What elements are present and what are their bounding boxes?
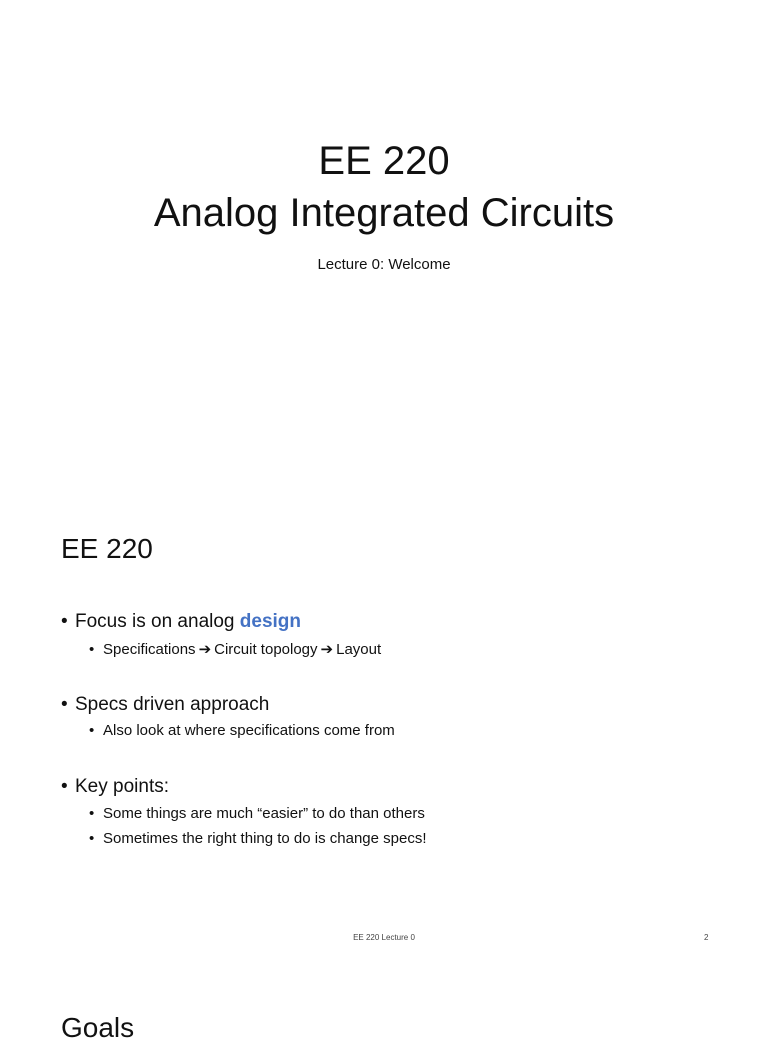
sub-bullet bbox=[89, 721, 395, 741]
bullet-icon: • bbox=[89, 722, 95, 739]
bullet-specs bbox=[61, 693, 269, 717]
bullet-icon: • bbox=[89, 830, 95, 847]
overview-slide bbox=[0, 480, 768, 960]
bullet-icon: • bbox=[89, 805, 95, 822]
arrow-right-icon: ➔ bbox=[198, 641, 212, 658]
sub-bullet-text: Some things are much “easier” to do than others bbox=[103, 805, 425, 822]
flow-step: Specifications bbox=[103, 641, 196, 658]
slide-title: EE 220 bbox=[61, 533, 153, 564]
bullet-text: Specs driven approach bbox=[75, 694, 270, 715]
course-code-title: EE 220 bbox=[318, 139, 450, 183]
sub-bullet bbox=[89, 804, 425, 824]
bullet-text: Key points: bbox=[75, 776, 169, 797]
goals-slide bbox=[0, 960, 768, 1043]
sub-bullet-design-flow bbox=[89, 640, 381, 660]
bullet-focus bbox=[61, 610, 301, 634]
arrow-right-icon: ➔ bbox=[320, 641, 334, 658]
flow-step: Layout bbox=[336, 641, 382, 658]
course-name-title: Analog Integrated Circuits bbox=[153, 191, 615, 235]
bullet-key-points bbox=[61, 775, 169, 799]
bullet-icon: • bbox=[89, 641, 95, 658]
sub-bullet-text: Also look at where specifications come from bbox=[103, 722, 395, 739]
emphasis-text: design bbox=[239, 611, 301, 632]
title-slide bbox=[0, 0, 768, 480]
slide-footer: EE 220 Lecture 0 bbox=[353, 933, 415, 942]
sub-bullet bbox=[89, 829, 427, 849]
bullet-icon: • bbox=[61, 694, 68, 715]
lecture-subtitle: Lecture 0: Welcome bbox=[317, 256, 451, 273]
sub-bullet-text: Sometimes the right thing to do is change specs! bbox=[103, 830, 427, 847]
bullet-icon: • bbox=[61, 611, 68, 632]
bullet-text: Focus is on analog bbox=[75, 611, 240, 632]
slide-title: Goals bbox=[61, 1012, 135, 1043]
bullet-icon: • bbox=[61, 776, 68, 797]
flow-step: Circuit topology bbox=[214, 641, 318, 658]
page-number: 2 bbox=[704, 933, 709, 942]
